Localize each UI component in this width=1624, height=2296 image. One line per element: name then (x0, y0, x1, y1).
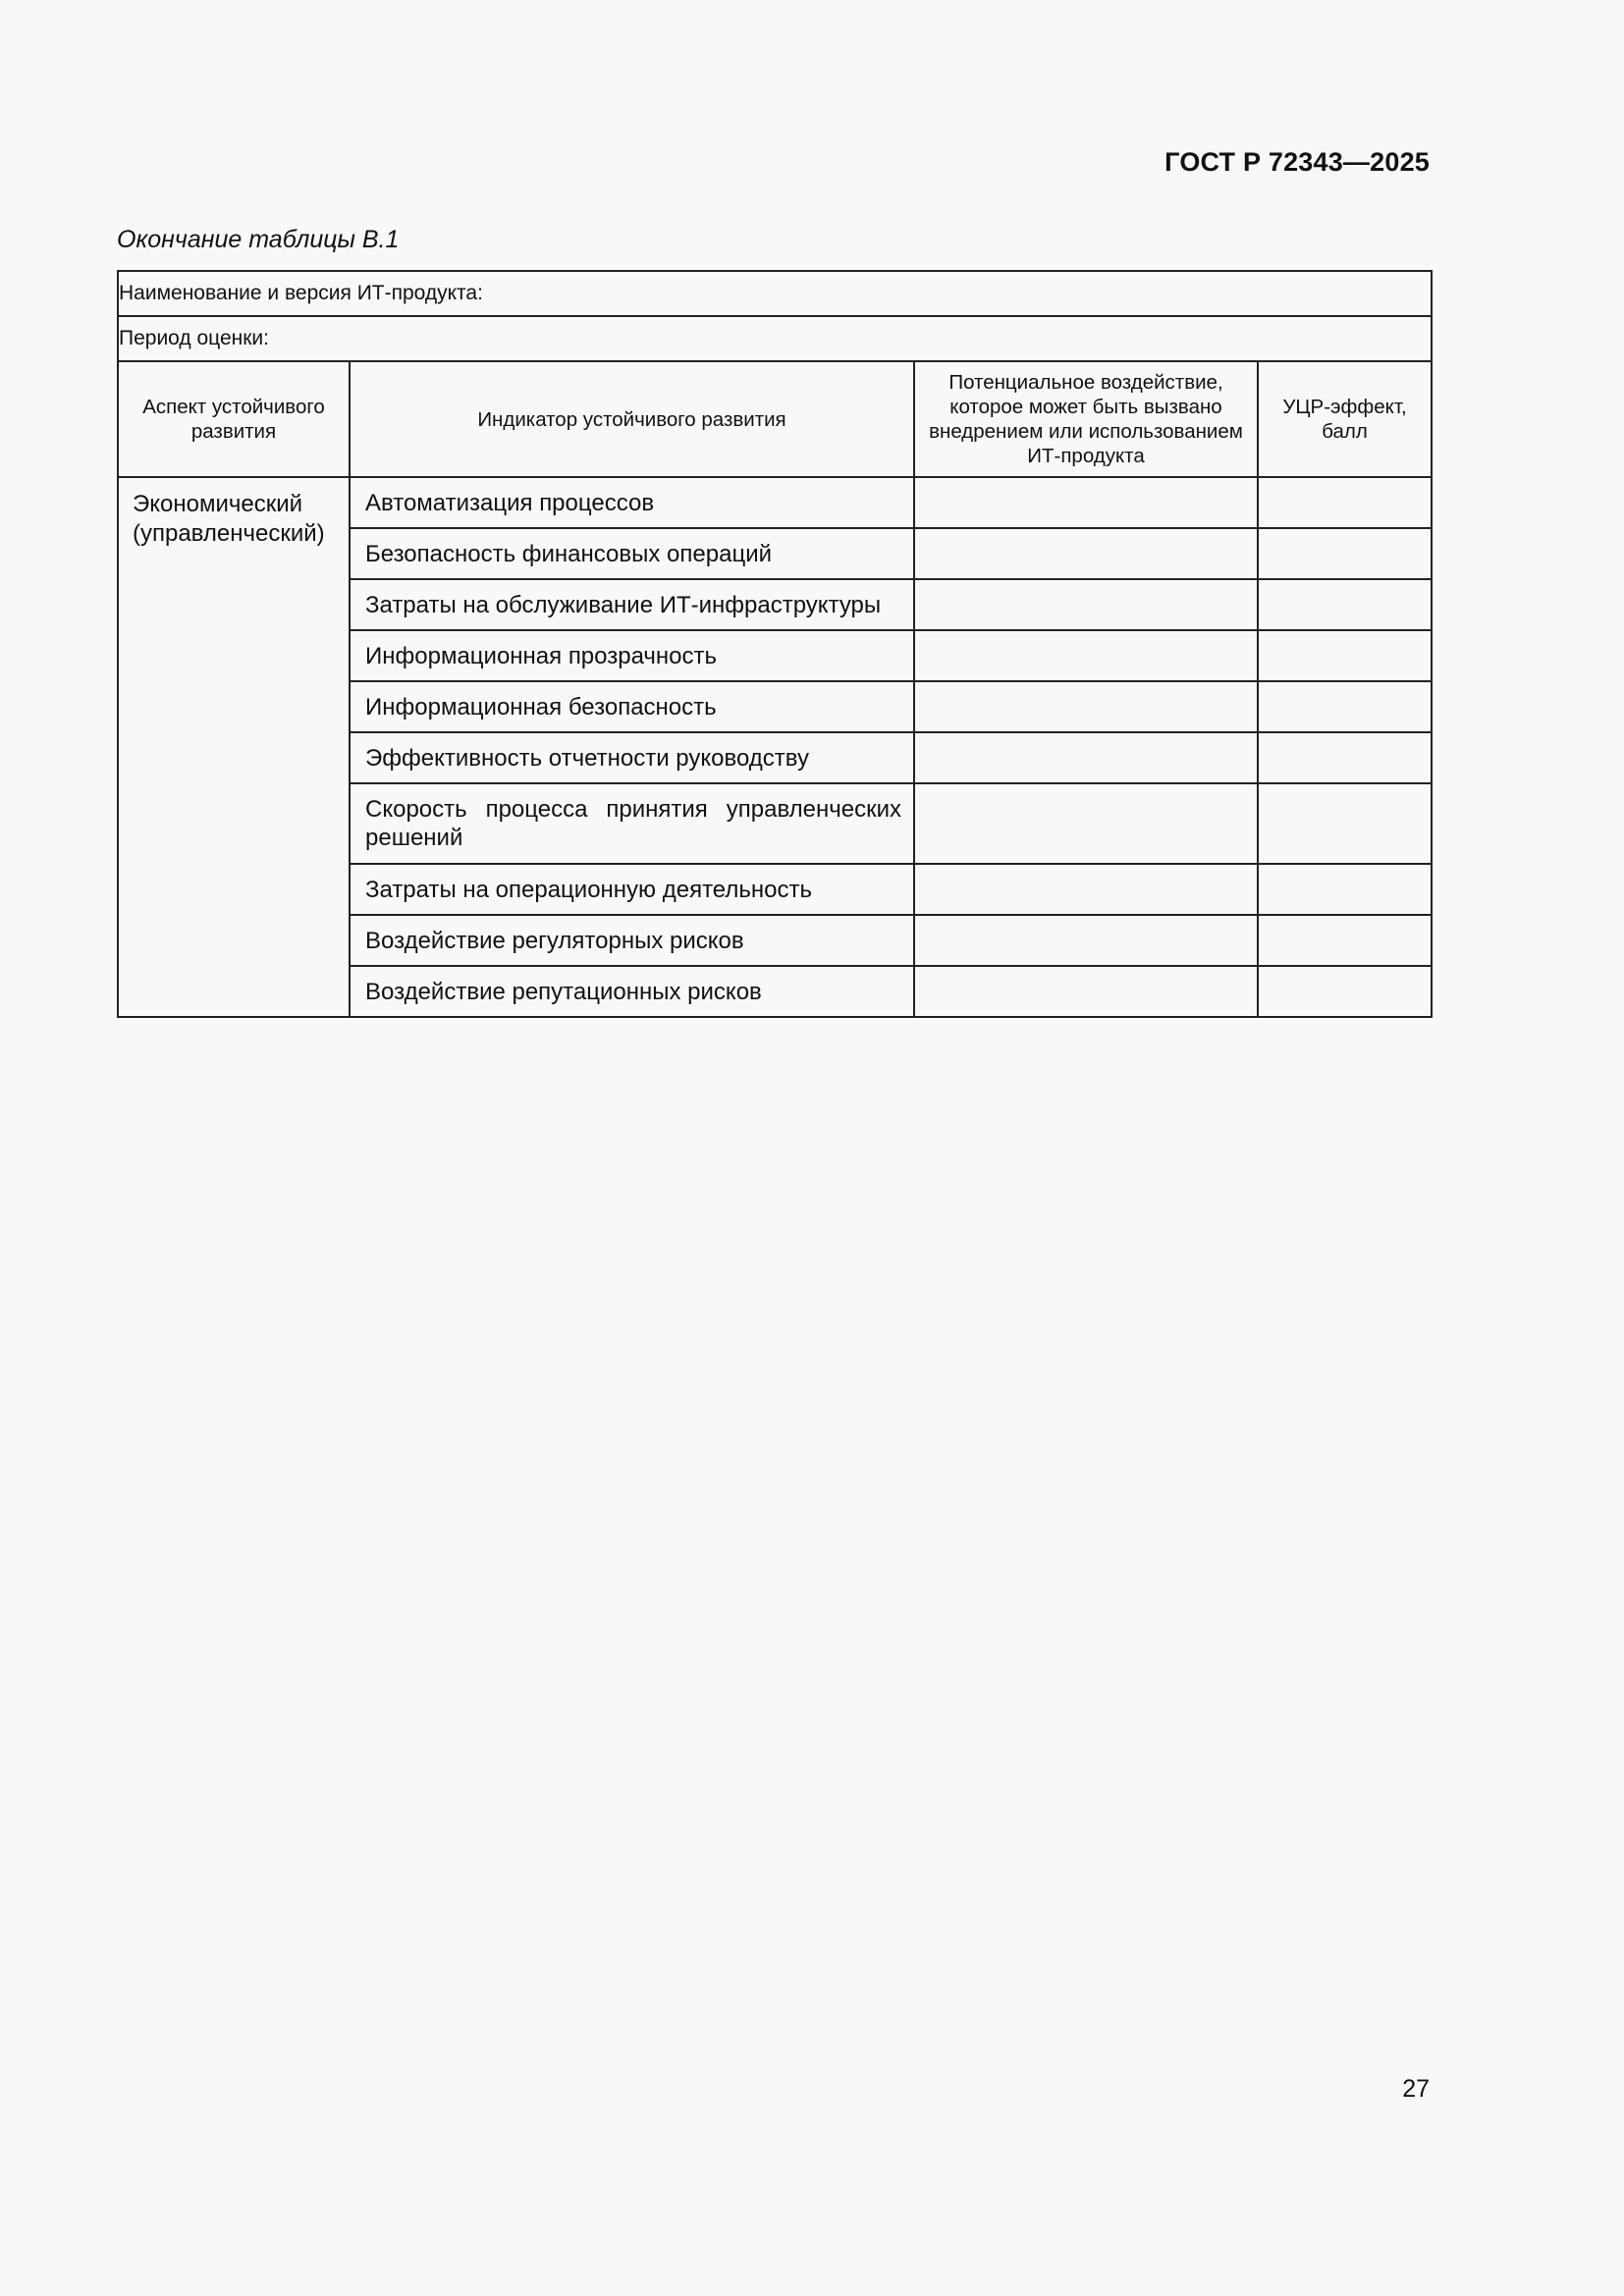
indicator-cell: Затраты на операционную деятельность (350, 864, 914, 915)
column-header-aspect: Аспект устойчивого развития (118, 361, 350, 477)
column-header-indicator: Индикатор устойчивого развития (350, 361, 914, 477)
impact-cell (914, 528, 1258, 579)
score-cell (1258, 915, 1432, 966)
assessment-table (117, 270, 1433, 1018)
page-number: 27 (1402, 2075, 1430, 2103)
indicator-cell: Затраты на обслуживание ИТ-инфраструктуры (350, 579, 914, 630)
period-cell: Период оценки: (118, 316, 1432, 361)
impact-cell (914, 966, 1258, 1017)
score-cell (1258, 630, 1432, 681)
score-cell (1258, 528, 1432, 579)
indicator-cell: Информационная безопасность (350, 681, 914, 732)
indicator-cell: Безопасность финансовых операций (350, 528, 914, 579)
indicator-cell: Эффективность отчетности руководству (350, 732, 914, 783)
score-cell (1258, 681, 1432, 732)
aspect-cell: Экономический (управленческий) (118, 477, 350, 1017)
impact-cell (914, 783, 1258, 864)
indicator-cell: Информационная прозрачность (350, 630, 914, 681)
impact-cell (914, 681, 1258, 732)
document-code: ГОСТ Р 72343—2025 (1164, 147, 1430, 177)
indicator-cell: Воздействие репутационных рисков (350, 966, 914, 1017)
period-row (118, 316, 1432, 361)
product-name-cell: Наименование и версия ИТ-продукта: (118, 271, 1432, 316)
impact-cell (914, 579, 1258, 630)
indicator-cell: Воздействие регуляторных рисков (350, 915, 914, 966)
score-cell (1258, 966, 1432, 1017)
column-header-impact: Потенциальное воздействие, которое может быть вызвано внедрением или использованием ИТ-продукта (914, 361, 1258, 477)
column-header-score: УЦР-эффект, балл (1258, 361, 1432, 477)
score-cell (1258, 783, 1432, 864)
table-row (118, 477, 1432, 528)
score-cell (1258, 732, 1432, 783)
table-caption: Окончание таблицы В.1 (117, 226, 400, 253)
indicator-cell: Скорость процесса принятия управленческих решений (350, 783, 914, 864)
indicator-cell: Автоматизация процессов (350, 477, 914, 528)
product-row (118, 271, 1432, 316)
score-cell (1258, 477, 1432, 528)
impact-cell (914, 630, 1258, 681)
impact-cell (914, 864, 1258, 915)
impact-cell (914, 915, 1258, 966)
score-cell (1258, 864, 1432, 915)
table-header-row (118, 361, 1432, 477)
impact-cell (914, 477, 1258, 528)
impact-cell (914, 732, 1258, 783)
score-cell (1258, 579, 1432, 630)
